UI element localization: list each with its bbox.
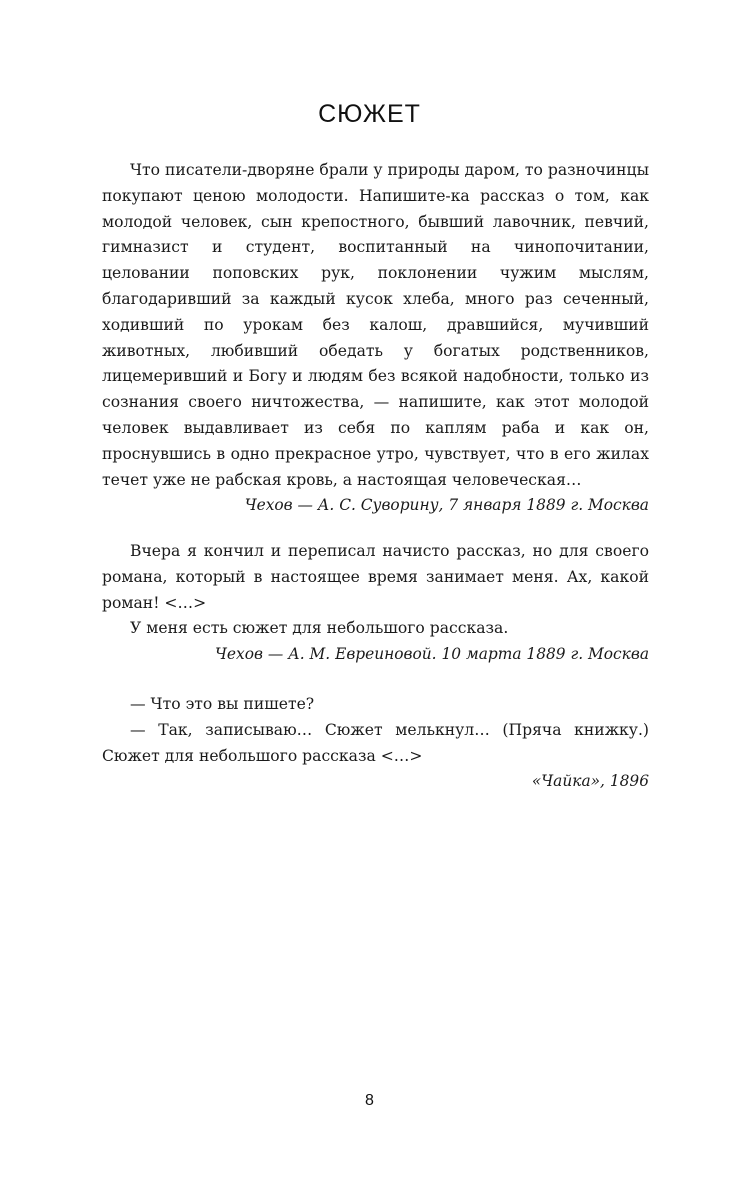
dialogue-line: — Так, записываю… Сюжет мелькнул… (Пряча книжку.) Сюжет для небольшого рассказа <…> <box>102 720 649 765</box>
epigraph-chekhov-suvorin <box>102 158 649 519</box>
quote-attribution: «Чайка», 1896 <box>531 772 649 791</box>
dialogue-line: — Что это вы пишете? <box>130 695 315 713</box>
quote-paragraph: Вчера я кончил и переписал начисто рассказ, но для своего романа, который в настоящее время занимает меня. Ах, какой роман! <…> <box>102 542 649 612</box>
epigraph-chekhov-evreinova <box>102 539 649 668</box>
page-number: 8 <box>365 1092 374 1109</box>
quote-attribution: Чехов — А. С. Суворину, 7 января 1889 г. Москва <box>244 496 649 515</box>
quote-paragraph: Что писатели-дворяне брали у природы даром, то разночинцы покупают ценою молодости. Напишите-ка рассказ о том, как молодой человек, сын крепостного, бывший лавочник, певчий, гимназист и студент, воспитанный на чинопочитании, целовании поповских рук, поклонении чужим мыслям, благодаривший за каждый кусок хлеба, много раз сеченный, ходивший по урокам без калош, дравшийся, мучивший животных, любивший обедать у богатых родственников, лицемеривший и Богу и людям без всякой надобности, только из сознания своего ничтожества, — напишите, как этот молодой человек выдавливает из себя по каплям раба и как он, проснувшись в одно прекрасное утро, чувствует, что в его жилах течет уже не рабская кровь, а настоящая человеческая… <box>102 161 649 489</box>
quote-attribution: Чехов — А. М. Евреиновой. 10 марта 1889 г. Москва <box>215 645 649 664</box>
epigraph-seagull <box>102 692 649 795</box>
chapter-title: СЮЖЕТ <box>318 100 421 128</box>
quote-paragraph: У меня есть сюжет для небольшого рассказа. <box>130 619 509 638</box>
